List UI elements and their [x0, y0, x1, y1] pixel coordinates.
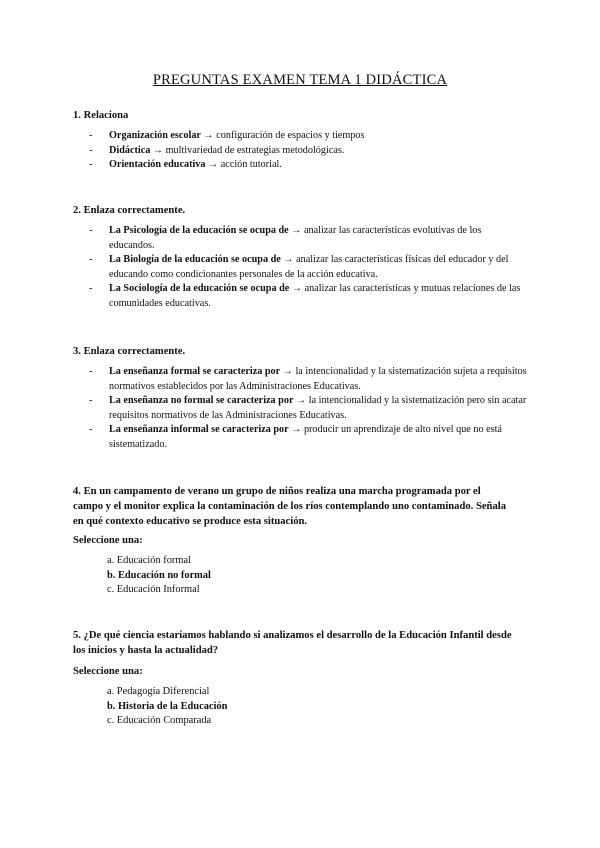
arrow-icon: → — [203, 130, 214, 141]
item-answer: configuración de espacios y tiempos — [216, 130, 365, 141]
q3-heading: 3. Enlaza correctamente. — [73, 346, 186, 357]
page-title: PREGUNTAS EXAMEN TEMA 1 DIDÁCTICA — [152, 72, 448, 88]
item-term: Orientación educativa — [109, 159, 206, 171]
q5-heading: 5. ¿De qué ciencia estaríamos hablando si analizamos el desarrollo de la Educación Infantil desde los inicios y hasta la actualidad? — [73, 630, 512, 656]
item-term: La enseñanza no formal se caracteriza por — [109, 395, 294, 407]
arrow-icon: → — [282, 366, 293, 377]
q4-select-label: Seleccione una: — [73, 535, 143, 546]
q5-option-b[interactable]: b. Historia de la Educación — [107, 700, 228, 712]
item-answer: producir un aprendizaje de alto nivel que no está sistematizado. — [109, 424, 502, 450]
item-term: La enseñanza informal se caracteriza por — [109, 424, 289, 436]
list-item — [89, 365, 529, 394]
item-term: Organización escolar — [109, 130, 201, 141]
q5-option-c[interactable]: c. Educación Comparada — [107, 715, 212, 727]
arrow-icon: → — [296, 395, 307, 407]
q5-select-label: Seleccione una: — [73, 666, 143, 677]
list-item — [89, 129, 529, 144]
list-item — [89, 144, 529, 159]
list-item — [89, 394, 529, 423]
list-item — [89, 253, 529, 282]
list-item — [89, 423, 529, 452]
q5-option-a[interactable]: a. Pedagogía Diferencial — [107, 686, 210, 697]
q2-list — [89, 224, 529, 312]
item-term: La Psicología de la educación se ocupa de — [109, 225, 289, 236]
q1-heading: 1. Relaciona — [73, 110, 129, 121]
item-answer: acción tutorial. — [220, 159, 282, 171]
list-item — [89, 224, 529, 253]
q4-options — [107, 554, 211, 598]
item-term: La Biología de la educación se ocupa de — [109, 254, 281, 266]
q4-option-c[interactable]: c. Educación Informal — [107, 584, 200, 596]
arrow-icon: → — [283, 254, 294, 266]
q3-list — [89, 365, 529, 453]
arrow-icon: → — [291, 424, 302, 436]
item-answer: la intencionalidad y la sistematización sujeta a requisitos normativos establecidos por las Administraciones Educativas. — [109, 366, 527, 392]
list-item — [89, 158, 529, 173]
list-item — [89, 282, 529, 311]
item-term: La enseñanza formal se caracteriza por — [109, 366, 281, 377]
item-answer: la intencionalidad y la sistematización pero sin acatar requisitos normativos de las Administraciones Educativas. — [109, 395, 527, 421]
arrow-icon: → — [291, 283, 303, 295]
item-term: Didáctica — [109, 144, 151, 156]
item-answer: analizar las características y mutuas relaciones de las comunidades educativas. — [109, 283, 521, 309]
arrow-icon: → — [208, 159, 219, 171]
arrow-icon: → — [291, 225, 302, 236]
q4-option-a[interactable]: a. Educación formal — [107, 555, 191, 566]
q4-heading: 4. En un campamento de verano un grupo de niños realiza una marcha programada por el campo y el monitor explica la contaminación de los ríos contemplando uno contaminado. Señala en qué contexto educativo se produce esta situación. — [73, 486, 506, 527]
q4-option-b[interactable]: b. Educación no formal — [107, 569, 211, 581]
q2-heading: 2. Enlaza correctamente. — [73, 205, 186, 216]
item-answer: analizar las características físicas del educador y del educando como condicionantes personales de la acción educativa. — [109, 254, 509, 280]
item-term: La Sociología de la educación se ocupa de — [109, 283, 290, 295]
q5-options — [107, 685, 227, 729]
item-answer: multivariedad de estrategias metodológicas. — [165, 144, 345, 156]
item-answer: analizar las características evolutivas de los educandos. — [109, 225, 482, 251]
arrow-icon: → — [152, 144, 164, 156]
q1-list — [89, 129, 529, 173]
